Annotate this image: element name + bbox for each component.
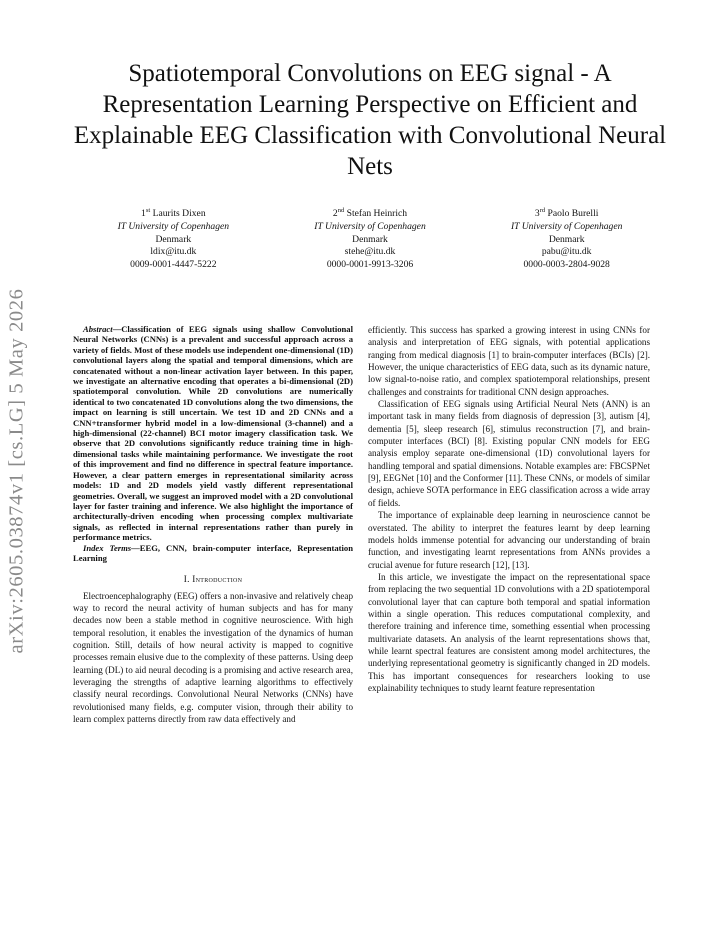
right-column (368, 324, 650, 694)
author-country: Denmark (155, 233, 192, 245)
author-orcid: 0000-0001-9913-3206 (326, 259, 414, 271)
abstract-label: Abstract (83, 324, 113, 334)
intro-paragraph-4: In this article, we investigate the impact on the representational space from replacing the two sequential 1D convolutions with a 2D spatiotemporal convolutional layer that can capture both temporal and spatial information within a single operation. This reduces computational complexity, and therefore training and inference time, something essential when processing multivariate datasets. An analysis of the learnt representations shows that, while learnt spectral features are consistent among model architectures, the underlying representational geometry is significantly changed in 2D models. This has important consequences for researchers looking to use explainability techniques to study learnt feature representation (368, 571, 650, 693)
author-ordinal: 1 (141, 208, 146, 219)
author-ordinal-suffix: rd (539, 206, 546, 214)
arxiv-identifier-stamp (0, 262, 34, 680)
intro-paragraph-3: The importance of explainable deep learning in neuroscience cannot be overstated. The ability to interpret the features learnt by deep learning models holds immense potential for advancing our understanding of brain function, and investigating learnt representations from ANNs provides a crucial avenue for future research [12], [13]. (368, 510, 650, 570)
author-3 (468, 208, 665, 272)
index-terms-label: Index Terms (83, 542, 132, 553)
section-heading-introduction: I. Introduction (183, 574, 243, 585)
author-orcid: 0000-0003-2804-9028 (523, 259, 610, 271)
intro-paragraph-1: Electroencephalography (EEG) offers a non-invasive and relatively cheap way to record the neural activity of human subjects and has for many decades now been a stable method in cognitive neuroscience. With high temporal resolution, it enables the investigation of the dynamics of human cognition. Still, details of how neural activity is mapped to cognitive processes remain elusive due to the complexity of these patterns. Using deep learning (DL) to aid neural decoding is a promising and active research area, leveraging the strengths of adaptive learning algorithms to effectively classify neural recordings. Convolutional Neural Networks (CNNs) have revolutionised many fields, e.g. computer vision, through their ability to learn complex patterns directly from raw data effectively and (73, 590, 353, 725)
index-terms: Index Terms—EEG, CNN, brain-computer interface, Representation Learning (73, 542, 354, 563)
author-orcid: 0009-0001-4447-5222 (130, 259, 217, 271)
index-terms-text: EEG, CNN, brain-computer interface, Representation Learning (73, 542, 354, 563)
author-email: ldix@itu.dk (150, 246, 197, 258)
author-name: Laurits Dixen (152, 208, 206, 219)
author-ordinal-suffix: st (145, 206, 151, 214)
arxiv-identifier-text: arXiv:2605.03874v1 [cs.LG] 5 May 2026 (5, 288, 28, 654)
author-country: Denmark (548, 233, 585, 245)
abstract: Abstract—Classification of EEG signals using shallow Convolutional Neural Networks (CNNs) is a prevalent and successful approach across a variety of fields. Most of these models use independent one-dimensional (1D) convolutional layers along the spatial and temporal dimensions, which are concatenated without a non-linear activation layer between. In this paper, we investigate an alternative encoding that operates a bi-dimensional (2D) spatiotemporal convolution. While 2D convolutions are numerically identical to two concatenated 1D convolutions along the two dimensions, the impact on learning is still uncertain. We test 1D and 2D CNNs and a CNN+transformer hybrid model in a low-dimensional (3-channel) and a high-dimensional (22-channel) BCI motor imagery classification task. We observe that 2D convolutions significantly reduce training time in high-dimensional tasks while maintaining performance. We investigate the root of this improvement and find no difference in spectral feature importance. However, a clear pattern emerges in representational similarity across models: 1D and 2D models yield vastly different representational geometries. Overall, we suggest an improved model with a 2D convolutional layer for faster training and inference. We also highlight the importance of architecturally-driven encoding when processing complex multivariate signals, as reflected in internal representations rather than purely in performance metrics. (73, 324, 354, 543)
author-block (75, 208, 665, 272)
author-1 (75, 208, 272, 272)
author-affiliation: IT University of Copenhagen (314, 220, 426, 232)
abstract-text: Classification of EEG signals using shallow Convolutional Neural Networks (CNNs) is a prevalent and successful approach across a variety of fields. Most of these models use independent one-dimensional (1D) convolutional layers along the spatial and temporal dimensions, which are concatenated without a non-linear activation layer between. In this paper, we investigate an alternative encoding that operates a bi-dimensional (2D) spatiotemporal convolution. While 2D convolutions are numerically identical to two concatenated 1D convolutions along the two dimensions, the impact on learning is still uncertain. We test 1D and 2D CNNs and a CNN+transformer hybrid model in a low-dimensional (3-channel) and a high-dimensional (22-channel) BCI motor imagery classification task. We observe that 2D convolutions significantly reduce training time in high-dimensional tasks while maintaining performance. We investigate the root of this improvement and find no difference in spectral feature importance. However, a clear pattern emerges in representational similarity across models: 1D and 2D models yield vastly different representational geometries. Overall, we suggest an improved model with a 2D convolutional layer for faster training and inference. We also highlight the importance of architecturally-driven encoding when processing complex multivariate signals, as reflected in internal representations rather than purely in performance metrics. (73, 324, 354, 543)
author-2 (272, 208, 469, 272)
author-email: stehe@itu.dk (344, 246, 396, 258)
author-ordinal: 2 (332, 208, 338, 219)
author-ordinal-suffix: nd (337, 206, 345, 214)
paper-title: Spatiotemporal Convolutions on EEG signal - A Representation Learning Perspective on Efficient and Explainable EEG Classification with Convolutional Neural Nets (73, 60, 667, 180)
author-affiliation: IT University of Copenhagen (510, 220, 623, 232)
intro-paragraph-2: Classification of EEG signals using Artificial Neural Nets (ANN) is an important task in many fields from diagnosis of depression [3], autism [4], dementia [5], sleep research [6], stimulus reconstruction [7], and brain-computer interfaces (BCI) [8]. Existing popular CNN models for EEG analysis employ separate one-dimensional (1D) convolutional layers for handling temporal and spatial dimensions. Notable examples are: FBCSPNet [9], EEGNet [10] and the Conformer [11]. These CNNs, or models of similar design, achieve SOTA performance in EEG classification across a wide array of fields. (368, 399, 650, 508)
author-name: Paolo Burelli (547, 208, 599, 219)
author-country: Denmark (352, 233, 388, 245)
author-name: Stefan Heinrich (346, 208, 408, 219)
author-email: pabu@itu.dk (541, 246, 592, 258)
intro-paragraph-1-continued: efficiently. This success has sparked a growing interest in using CNNs for analysis and interpretation of EEG signals, with potential applications ranging from medical diagnosis [1] to brain-computer interfaces (BCIs) [2]. However, the unique characteristics of EEG data, such as its dynamic nature, low signal-to-noise ratio, and complex spatiotemporal relationships, present challenges and constraints for traditional CNN design approaches. (368, 325, 650, 397)
author-ordinal: 3 (534, 208, 540, 219)
left-column (73, 324, 353, 725)
author-affiliation: IT University of Copenhagen (117, 220, 230, 232)
